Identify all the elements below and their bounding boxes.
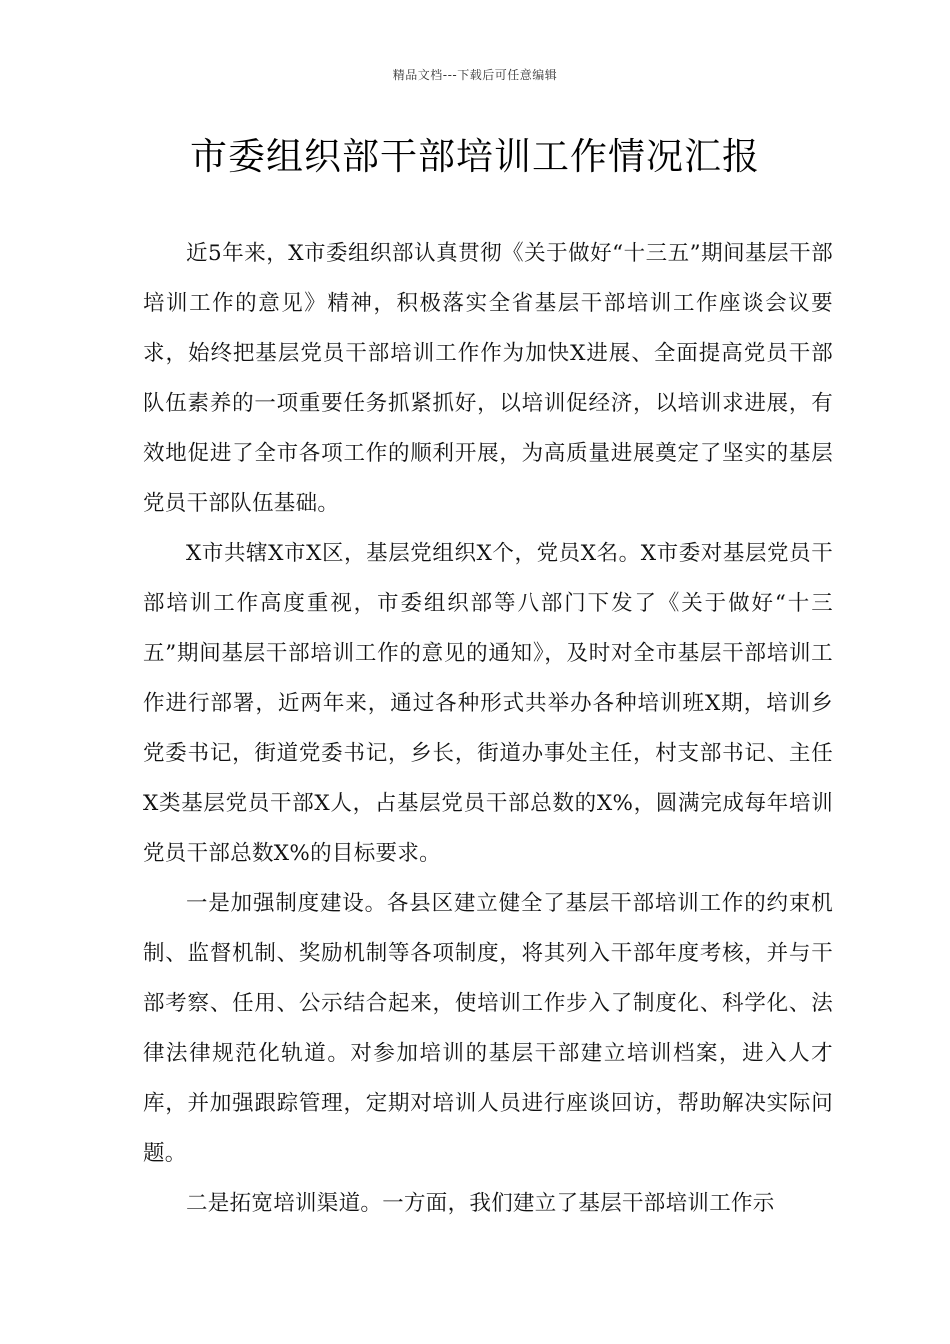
document-title: 市委组织部干部培训工作情况汇报 (190, 135, 760, 178)
paragraph-1: 近5年来，X市委组织部认真贯彻《关于做好“十三五”期间基层干部培训工作的意见》精神，积极落实全省基层干部培训工作座谈会议要求，始终把基层党员干部培训工作作为加快X进展、全面提高党员干部队伍素养的一项重要任务抓紧抓好，以培训促经济，以培训求进展，有效地促进了全市各项工作的顺利开展，为高质量进展奠定了坚实的基层党员干部队伍基础。 (143, 241, 833, 516)
paragraph-3: 一是加强制度建设。各县区建立健全了基层干部培训工作的约束机制、监督机制、奖励机制等各项制度，将其列入干部年度考核，并与干部考察、任用、公示结合起来，使培训工作步入了制度化、科学化、法律法律规范化轨道。对参加培训的基层干部建立培训档案，进入人才库，并加强跟踪管理，定期对培训人员进行座谈回访，帮助解决实际问题。 (143, 891, 833, 1166)
document-body (143, 229, 833, 1229)
paragraph-4: 二是拓宽培训渠道。一方面，我们建立了基层干部培训工作示 (186, 1191, 775, 1216)
header-note: 精品文档---下载后可任意编辑 (392, 68, 558, 82)
paragraph-2: X市共辖X市X区，基层党组织X个，党员X名。X市委对基层党员干部培训工作高度重视，市委组织部等八部门下发了《关于做好“十三五”期间基层干部培训工作的意见的通知》，及时对全市基层干部培训工作进行部署，近两年来，通过各种形式共举办各种培训班X期，培训乡党委书记，街道党委书记，乡长，街道办事处主任，村支部书记、主任X类基层党员干部X人，占基层党员干部总数的X%，圆满完成每年培训党员干部总数X%的目标要求。 (143, 541, 833, 866)
